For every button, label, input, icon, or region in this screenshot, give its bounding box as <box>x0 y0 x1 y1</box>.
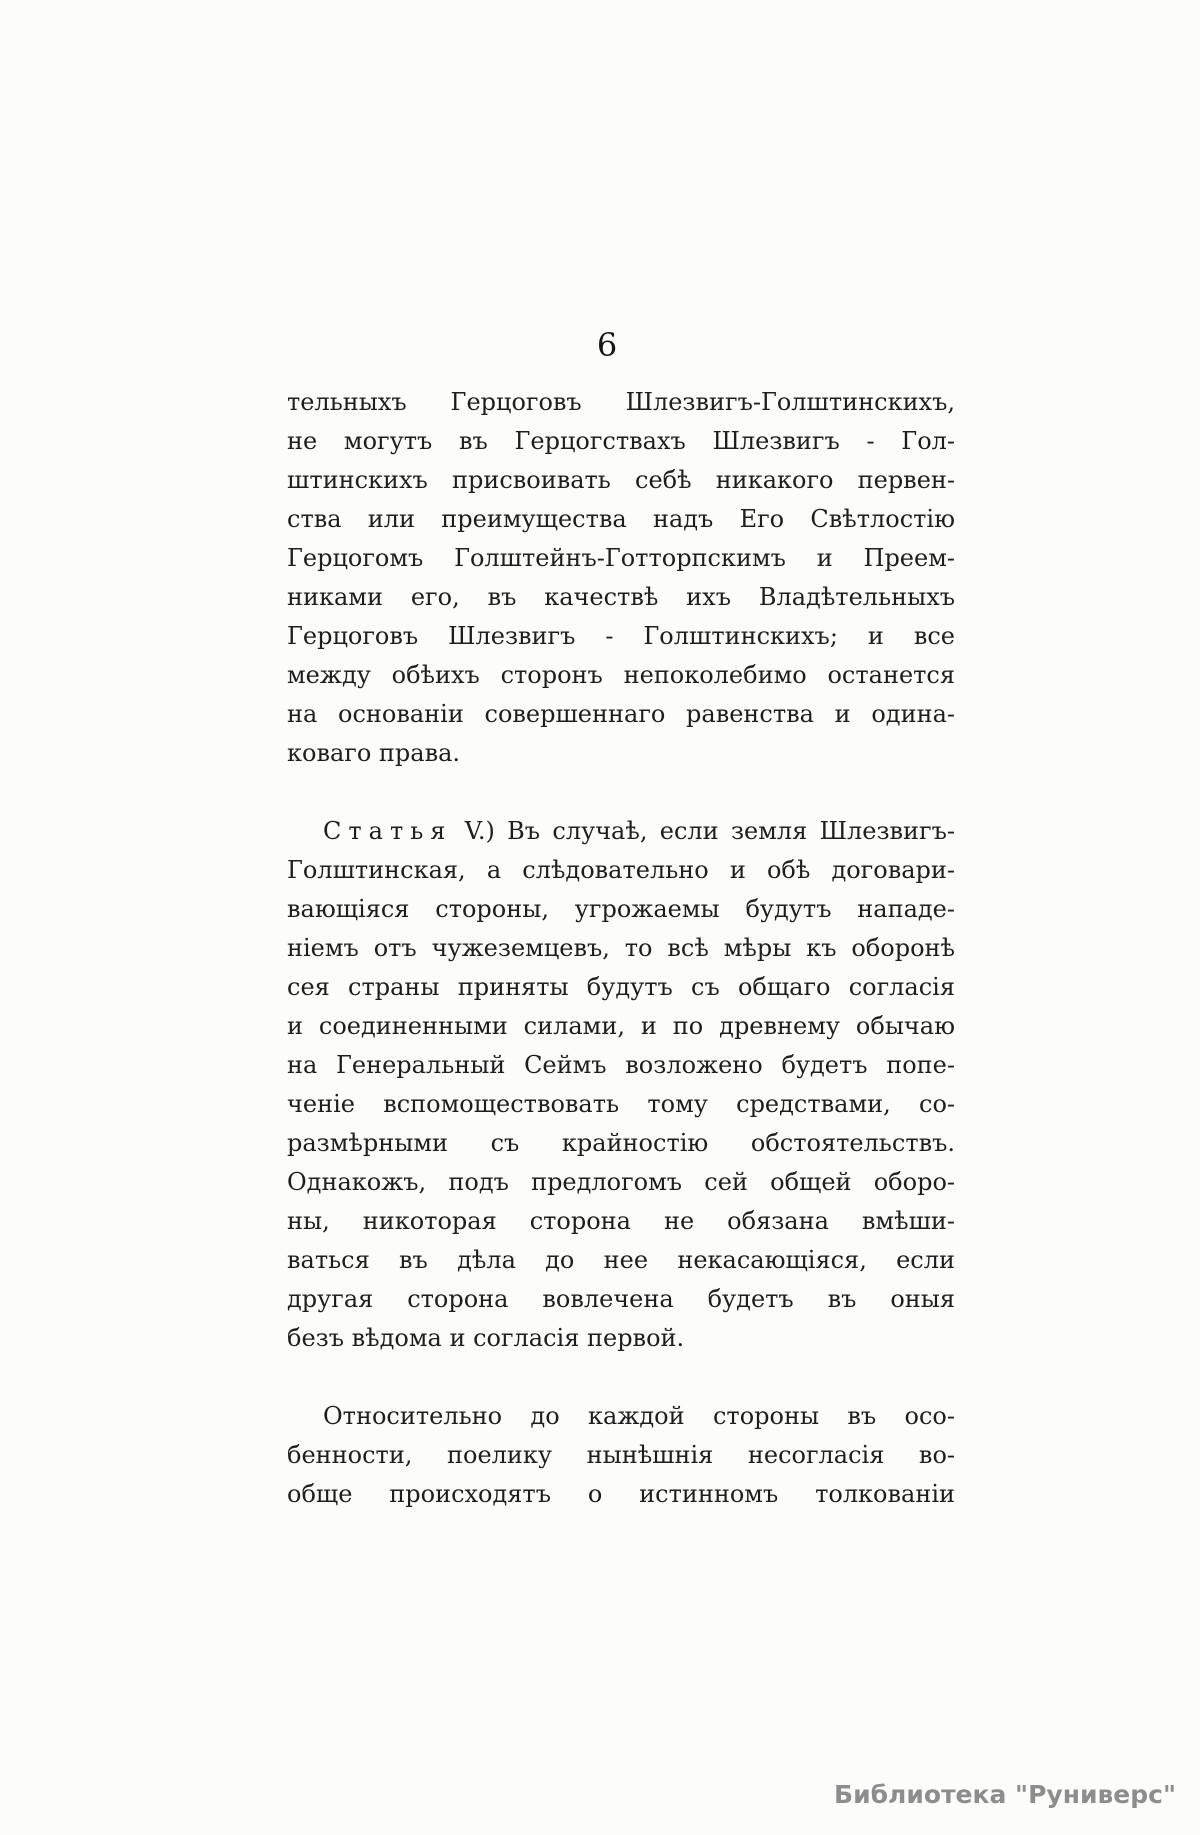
text-line: тельныхъ Герцоговъ Шлезвигъ-Голштинскихъ, <box>287 388 955 416</box>
text-line: и соединенными силами, и по древнему обычаю <box>287 1012 955 1040</box>
text-line: Однакожъ, подъ предлогомъ сей общей оборо- <box>287 1168 955 1196</box>
text-line: размѣрными съ крайностію обстоятельствъ. <box>287 1129 955 1157</box>
text-line: штинскихъ присвоивать себѣ никакого первен- <box>287 466 955 494</box>
text-line: другая сторона вовлечена будетъ въ оныя <box>287 1285 955 1313</box>
library-watermark: Библиотека "Руниверс" <box>834 1780 1176 1809</box>
text-line: бенности, поелику нынѣшнія несогласія во- <box>287 1441 955 1469</box>
page-number: 6 <box>596 326 618 364</box>
text-line: ства или преимущества надъ Его Свѣтлостію <box>287 505 955 533</box>
text-line: Голштинская, а слѣдовательно и обѣ договари- <box>287 856 955 884</box>
text-line: ваться въ дѣла до нее некасающіяся, если <box>287 1246 955 1274</box>
text-line: Герцоговъ Шлезвигъ - Голштинскихъ; и все <box>287 622 955 650</box>
paragraph <box>287 812 955 1358</box>
text-line: ны, никоторая сторона не обязана вмѣши- <box>287 1207 955 1235</box>
text-line: не могутъ въ Герцогствахъ Шлезвигъ - Гол- <box>287 427 955 455</box>
text-line: безъ вѣдома и согласія первой. <box>287 1324 685 1352</box>
text-line: на Генеральный Сеймъ возложено будетъ попе- <box>287 1051 955 1079</box>
paragraph <box>287 1397 955 1514</box>
text-line: ченіе вспомоществовать тому средствами, со- <box>287 1090 955 1118</box>
text-block <box>287 383 955 1514</box>
text-line: Герцогомъ Голштейнъ-Готторпскимъ и Преем- <box>287 544 955 572</box>
text-line: на основаніи совершеннаго равенства и одина- <box>287 700 955 728</box>
text-line: между обѣихъ сторонъ непоколебимо останется <box>287 661 955 689</box>
text-line: вающіяся стороны, угрожаемы будутъ нападе- <box>287 895 955 923</box>
text-line: сея страны приняты будутъ съ общаго согласія <box>287 973 955 1001</box>
text-line: ніемъ отъ чужеземцевъ, то всѣ мѣры къ оборонѣ <box>287 934 955 962</box>
text-line: Статья V.) Въ случаѣ, если земля Шлезвигъ- <box>323 817 955 845</box>
text-line: обще происходятъ о истинномъ толкованіи <box>287 1480 955 1508</box>
text-line: никами его, въ качествѣ ихъ Владѣтельныхъ <box>287 583 955 611</box>
article-heading: Статья <box>323 817 453 845</box>
text-line: Относительно до каждой стороны въ осо- <box>323 1402 955 1430</box>
paragraph <box>287 383 955 773</box>
text-line: коваго права. <box>287 739 461 767</box>
